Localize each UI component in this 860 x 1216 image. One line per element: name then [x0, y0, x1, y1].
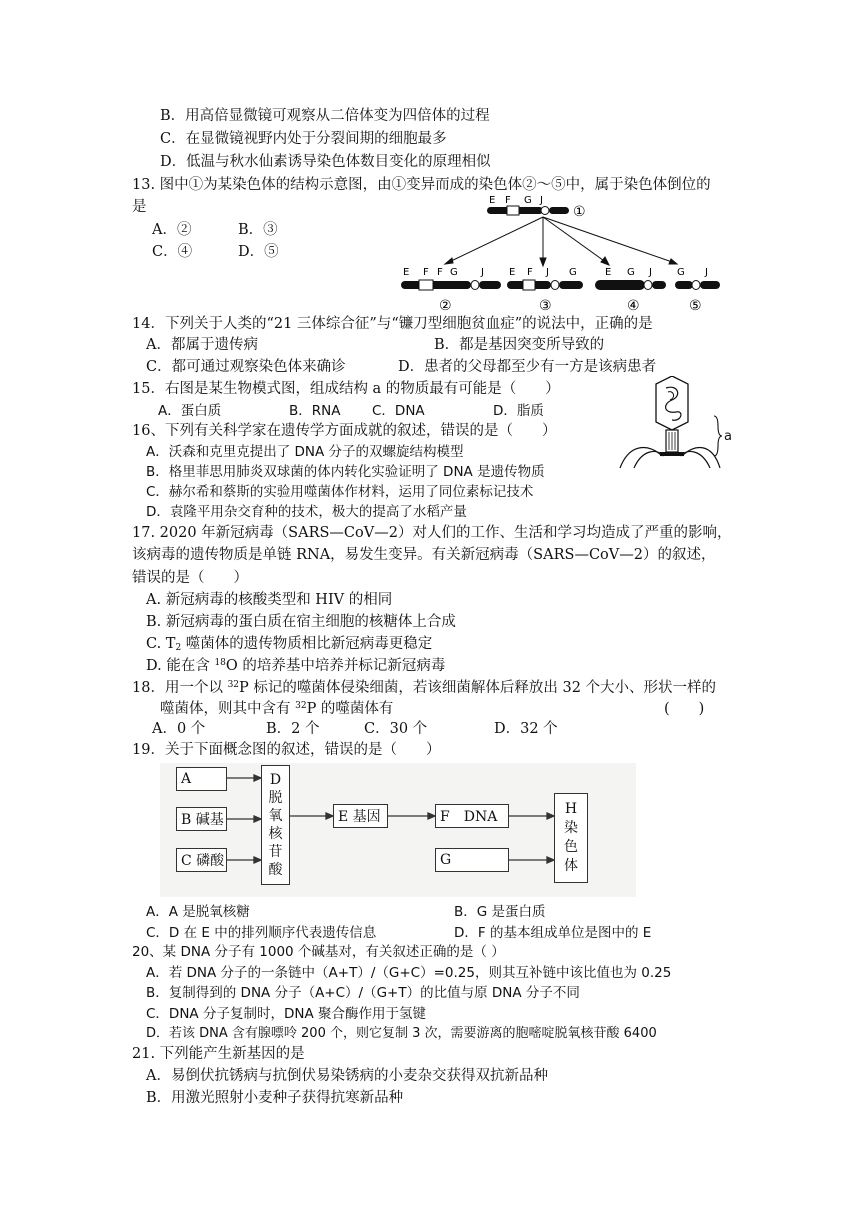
virus-model-figure: [616, 376, 742, 476]
q19-option-c: C．D 在 E 中的排列顺序代表遗传信息: [146, 925, 377, 941]
q20-stem: 20、某 DNA 分子有 1000 个碱基对，有关叙述正确的是（ ）: [132, 944, 505, 960]
c1-number: ①: [573, 204, 586, 220]
q20-option-d: D．若该 DNA 含有腺嘌呤 200 个，则它复制 3 次，需要游离的胞嘧啶脱氧核苷酸 6400: [146, 1026, 657, 1041]
q18-answer-paren: ( ): [664, 701, 705, 717]
c5-number: ⑤: [689, 298, 702, 314]
c3-gene-j: J: [546, 267, 549, 278]
q12-option-b: B．用高倍显微镜可观察从二倍体变为四倍体的过程: [160, 108, 490, 124]
q17-option-a: A. 新冠病毒的核酸类型和 HIV 的相同: [146, 592, 393, 608]
c2-gene-f1: F: [423, 267, 429, 278]
q17-stem-line3: 错误的是（ ）: [132, 570, 248, 586]
q18-option-a: A．0 个: [152, 721, 206, 737]
concept-box-c: C 磷酸: [176, 848, 227, 872]
q18-option-d: D．32 个: [494, 721, 558, 737]
concept-box-f: F DNA: [435, 804, 509, 828]
c1-gene-f: F: [505, 195, 511, 206]
q15-stem: 15．右图是某生物模式图，组成结构 a 的物质最有可能是（ ）: [132, 381, 560, 397]
c4-gene-g: G: [627, 267, 635, 278]
q19-option-b: B．G 是蛋白质: [454, 904, 546, 920]
chromosome-1: [487, 195, 586, 220]
c1-gene-j: J: [540, 195, 543, 206]
q13-stem-line2: 是: [132, 199, 147, 215]
q18-option-b: B．2 个: [266, 721, 320, 737]
c2-gene-j: J: [481, 267, 484, 278]
chromosome-2: [401, 267, 501, 314]
q14-option-d: D．患者的父母都至少有一方是该病患者: [398, 359, 657, 375]
c4-gene-e: E: [605, 267, 612, 278]
c2-gene-g: G: [450, 267, 458, 278]
q17-option-b: B. 新冠病毒的蛋白质在宿主细胞的核糖体上合成: [146, 614, 456, 630]
c5-gene-j: J: [705, 267, 708, 278]
q17-stem-line2: 该病毒的遗传物质是单链 RNA，易发生变异。有关新冠病毒（SARS—CoV—2）的叙述，: [132, 547, 716, 563]
q13-stem-line1: 13. 图中①为某染色体的结构示意图，由①变异而成的染色体②～⑤中，属于染色体倒位的: [132, 177, 711, 193]
c1-gene-g: G: [524, 195, 532, 206]
concept-box-b: B 碱基: [176, 807, 227, 831]
c3-gene-f: F: [527, 267, 533, 278]
q16-option-b: B．格里菲思用肺炎双球菌的体内转化实验证明了 DNA 是遗传物质: [146, 464, 545, 480]
c4-gene-j: J: [649, 267, 652, 278]
q15-option-c: C．DNA: [372, 403, 425, 419]
c3-number: ③: [539, 298, 552, 314]
concept-map: [160, 763, 636, 897]
q18-stem-line2: 噬菌体，则其中含有 $^{32}$P 的噬菌体有: [160, 701, 394, 717]
chromosome-3: [507, 267, 583, 314]
q13-option-a: A．②: [152, 222, 192, 238]
concept-box-h: H 染 色 体: [554, 793, 588, 883]
q20-option-b: B．复制得到的 DNA 分子（A+C）/（G+T）的比值与原 DNA 分子不同: [146, 985, 580, 1001]
concept-box-a: A: [176, 767, 227, 791]
q13-option-b: B．③: [238, 222, 278, 238]
c3-gene-g: G: [569, 267, 577, 278]
variation-arrows: [445, 217, 677, 266]
q19-stem: 19．关于下面概念图的叙述，错误的是（ ）: [132, 742, 441, 758]
q18-option-c: C．30 个: [364, 721, 428, 737]
chromosome-5: [675, 267, 720, 314]
q19-option-a: A．A 是脱氧核糖: [146, 904, 250, 920]
q14-stem: 14．下列关于人类的“21 三体综合征”与“镰刀型细胞贫血症”的说法中，正确的是: [132, 316, 653, 332]
q15-option-a: A．蛋白质: [158, 403, 222, 419]
label-a: a: [724, 429, 732, 444]
q21-stem: 21. 下列能产生新基因的是: [132, 1046, 305, 1062]
concept-box-g: G: [435, 848, 509, 872]
q15-option-b: B．RNA: [289, 403, 341, 419]
c2-gene-f2: F: [437, 267, 443, 278]
c2-gene-e: E: [403, 267, 410, 278]
q16-option-c: C．赫尔希和蔡斯的实验用噬菌体作材料，运用了同位素标记技术: [146, 484, 534, 500]
c2-number: ②: [439, 298, 452, 314]
q13-option-d: D．⑤: [238, 244, 279, 260]
q17-option-c: C. $T_2$ 噬菌体的遗传物质相比新冠病毒更稳定: [146, 636, 433, 653]
concept-box-d: D 脱 氧 核 苷 酸: [261, 765, 290, 885]
chromosome-figure: [395, 190, 725, 315]
q16-option-d: D．袁隆平用杂交育种的技术，极大的提高了水稻产量: [146, 504, 467, 520]
q14-option-a: A．都属于遗传病: [146, 337, 258, 353]
q14-option-c: C．都可通过观察染色体来确诊: [146, 359, 346, 375]
q16-stem: 16、下列有关科学家在遗传学方面成就的叙述，错误的是（ ）: [132, 423, 557, 439]
c5-gene-g: G: [677, 267, 685, 278]
q14-option-b: B．都是基因突变所导致的: [434, 337, 605, 353]
concept-box-e: E 基因: [333, 804, 388, 828]
q18-stem-line1: 18．用一个以 $^{32}$P 标记的噬菌体侵染细菌，若该细菌解体后释放出 32 个大小、形状一样的: [132, 680, 717, 696]
q15-option-d: D．脂质: [493, 403, 544, 419]
q17-stem-line1: 17. 2020 年新冠病毒（SARS—CoV—2）对人们的工作、生活和学习均造成了严重的影响，: [132, 525, 732, 541]
q13-option-c: C．④: [152, 244, 193, 260]
q17-option-d: D. 能在含 $^{18}$O 的培养基中培养并标记新冠病毒: [146, 658, 446, 674]
q19-option-d: D．F 的基本组成单位是图中的 E: [454, 925, 652, 941]
q12-option-c: C．在显微镜视野内处于分裂间期的细胞最多: [160, 131, 447, 147]
c1-gene-e: E: [489, 195, 496, 206]
c4-number: ④: [627, 298, 640, 314]
q16-option-a: A．沃森和克里克提出了 DNA 分子的双螺旋结构模型: [146, 444, 464, 460]
q20-option-a: A．若 DNA 分子的一条链中（A+T）/（G+C）=0.25，则其互补链中该比值也为 0.25: [146, 965, 672, 981]
chromosome-4: [595, 267, 666, 314]
q12-option-d: D．低温与秋水仙素诱导染色体数目变化的原理相似: [160, 154, 491, 170]
q21-option-a: A．易倒伏抗锈病与抗倒伏易染锈病的小麦杂交获得双抗新品种: [146, 1068, 548, 1084]
q21-option-b: B．用激光照射小麦种子获得抗寒新品种: [146, 1090, 404, 1106]
q20-option-c: C．DNA 分子复制时，DNA 聚合酶作用于氢键: [146, 1006, 426, 1022]
c3-gene-e: E: [509, 267, 516, 278]
